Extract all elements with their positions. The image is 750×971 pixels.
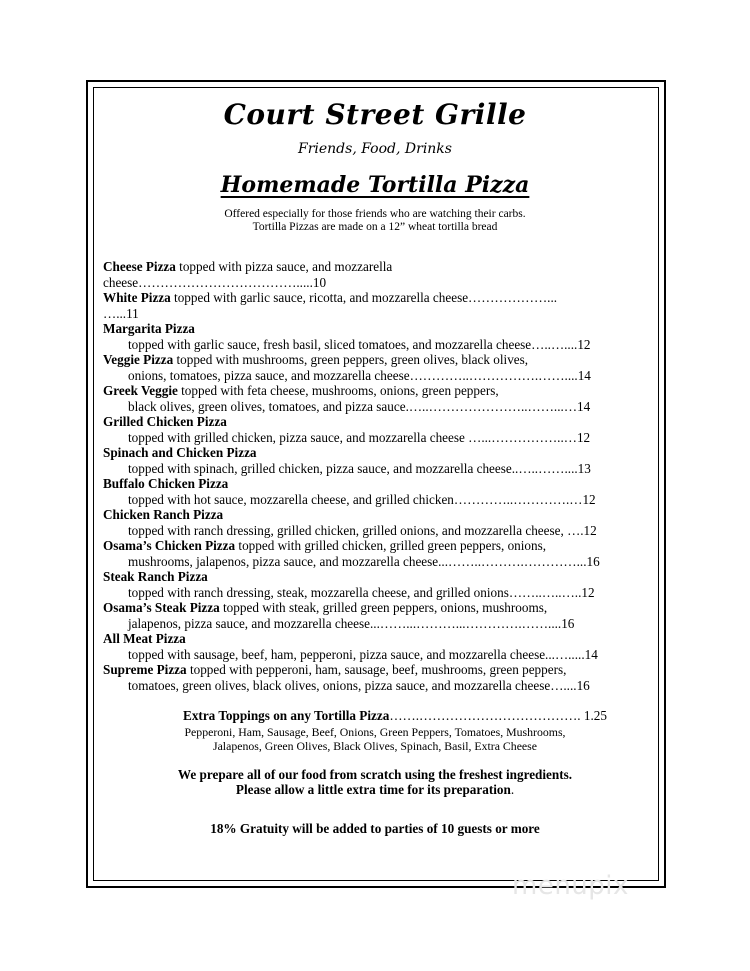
menu-item-name: Osama’s Steak Pizza — [103, 600, 220, 615]
menu-item-desc: topped with ranch dressing, grilled chicken, grilled onions, and mozzarella cheese, ….12 — [128, 522, 597, 538]
menu-item-desc-cont: onions, tomatoes, pizza sauce, and mozzarella cheese…………..…………….……....14 — [128, 367, 591, 383]
menu-item-name: Steak Ranch Pizza — [103, 569, 208, 584]
intro-note-1: Offered especially for those friends who are watching their carbs. — [224, 208, 526, 220]
extra-toppings-list-2: Jalapenos, Green Olives, Black Olives, Spinach, Basil, Extra Cheese — [212, 739, 537, 753]
menu-item — [103, 259, 663, 290]
menu-item — [103, 476, 663, 507]
menu-item — [103, 445, 663, 476]
preparation-note-text: Please allow a little extra time for its preparation — [235, 782, 511, 797]
menu-item — [103, 352, 663, 383]
intro-note-2: Tortilla Pizzas are made on a 12” wheat tortilla bread — [252, 221, 498, 233]
menu-item — [103, 414, 663, 445]
menu-item-desc: topped with pepperoni, ham, sausage, beef, mushrooms, green peppers, — [186, 662, 567, 677]
extra-toppings-price: …….………………………………. 1.25 — [389, 708, 607, 723]
menu-item-desc: topped with hot sauce, mozzarella cheese, and grilled chicken…………..………….…12 — [128, 491, 596, 507]
menu-item-desc-cont: jalapenos, pizza sauce, and mozzarella cheese...……...………...………….……....16 — [128, 615, 575, 631]
menu-item-name: White Pizza — [103, 290, 171, 305]
menu-item — [103, 383, 663, 414]
menu-item-desc: topped with garlic sauce, fresh basil, sliced tomatoes, and mozzarella cheese…..…....12 — [128, 336, 591, 352]
menu-list — [103, 259, 663, 693]
extra-toppings-heading — [0, 708, 750, 724]
menu-item — [103, 600, 663, 631]
menu-item-desc: topped with sausage, beef, ham, pepperoni, pizza sauce, and mozzarella cheese...….....14 — [128, 646, 598, 662]
menu-item-name: Supreme Pizza — [103, 662, 187, 677]
menu-item — [103, 631, 663, 662]
preparation-note — [0, 782, 750, 798]
menu-item — [103, 538, 663, 569]
menu-item-desc-cont: black olives, green olives, tomatoes, and pizza sauce.…..…………………..……...…14 — [128, 398, 591, 414]
menu-item-name: Chicken Ranch Pizza — [103, 507, 224, 522]
section-title-text: Homemade Tortilla Pizza — [220, 172, 530, 198]
menu-item-desc: topped with garlic sauce, ricotta, and mozzarella cheese………………... — [170, 290, 558, 305]
watermark-logo: menupix — [512, 871, 629, 901]
menu-item-name: Veggie Pizza — [103, 352, 174, 367]
menu-item-desc-cont: tomatoes, green olives, black olives, onions, pizza sauce, and mozzarella cheese…....16 — [128, 677, 590, 693]
menu-item-name: Greek Veggie — [103, 383, 178, 398]
menu-item-desc: topped with grilled chicken, pizza sauce, and mozzarella cheese …...……………..…12 — [128, 429, 591, 445]
extra-toppings-label: Extra Toppings on any Tortilla Pizza — [183, 708, 390, 723]
extra-toppings-list-1: Pepperoni, Ham, Sausage, Beef, Onions, Green Peppers, Tomatoes, Mushrooms, — [184, 725, 566, 739]
menu-item-name: Osama’s Chicken Pizza — [103, 538, 236, 553]
menu-item — [103, 290, 663, 321]
menu-item-desc-cont: …...11 — [103, 305, 139, 321]
menu-item — [103, 569, 663, 600]
gratuity-note: 18% Gratuity will be added to parties of 10 guests or more — [210, 821, 540, 836]
menu-item-name: Margarita Pizza — [103, 321, 195, 336]
menu-item-desc: topped with ranch dressing, steak, mozzarella cheese, and grilled onions……..…..…..12 — [128, 584, 595, 600]
menu-item-desc-cont: cheese……………………………….....10 — [103, 274, 327, 290]
section-title — [0, 172, 750, 198]
scratch-note: We prepare all of our food from scratch using the freshest ingredients. — [177, 767, 573, 782]
menu-item-name: Cheese Pizza — [103, 259, 176, 274]
menu-item-name: All Meat Pizza — [103, 631, 186, 646]
menu-item-name: Buffalo Chicken Pizza — [103, 476, 229, 491]
menu-item-desc: topped with pizza sauce, and mozzarella — [175, 259, 393, 274]
menu-item-desc: topped with mushrooms, green peppers, green olives, black olives, — [173, 352, 529, 367]
menu-item — [103, 662, 663, 693]
menu-item — [103, 507, 663, 538]
menu-item-name: Spinach and Chicken Pizza — [103, 445, 257, 460]
restaurant-tagline: Friends, Food, Drinks — [298, 141, 452, 157]
restaurant-title: Court Street Grille — [223, 98, 527, 131]
menu-item-desc: topped with steak, grilled green peppers, onions, mushrooms, — [219, 600, 548, 615]
menu-item-desc: topped with spinach, grilled chicken, pizza sauce, and mozzarella cheese..…..……....13 — [128, 460, 591, 476]
menu-item-name: Grilled Chicken Pizza — [103, 414, 227, 429]
menu-item-desc-cont: mushrooms, jalapenos, pizza sauce, and mozzarella cheese...……..……….…………...16 — [128, 553, 600, 569]
menu-item-desc: topped with grilled chicken, grilled green peppers, onions, — [235, 538, 547, 553]
menu-item — [103, 321, 663, 352]
menu-item-desc: topped with feta cheese, mushrooms, onions, green peppers, — [177, 383, 499, 398]
preparation-note-period: . — [510, 782, 515, 797]
